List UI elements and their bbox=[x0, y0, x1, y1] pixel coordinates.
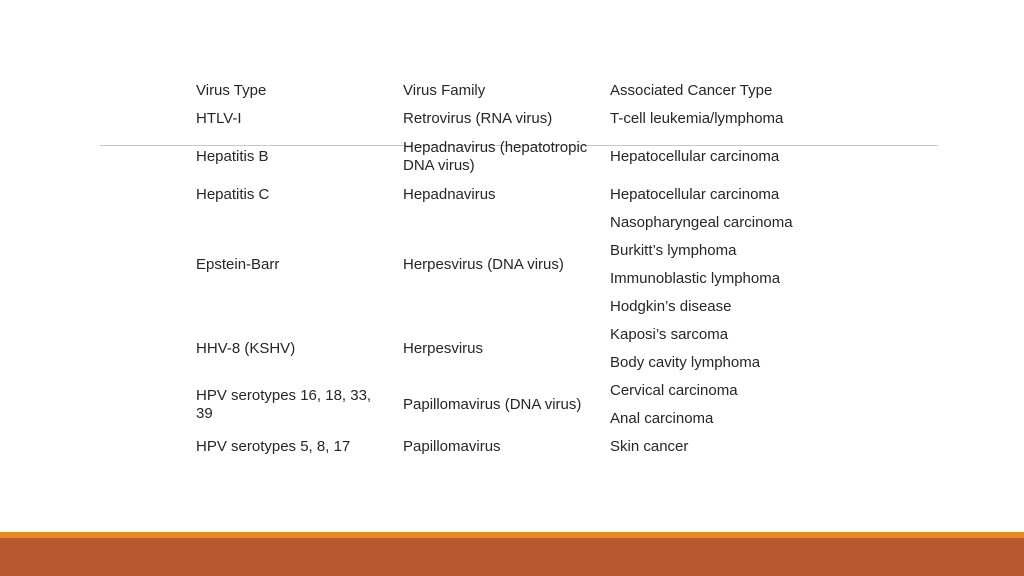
cancer-type-item: Immunoblastic lymphoma bbox=[610, 270, 781, 287]
cancer-type-item: Anal carcinoma bbox=[610, 410, 714, 427]
cancer-type-cell: T-cell leukemia/lymphoma bbox=[610, 110, 784, 127]
virus-family-cell: Herpesvirus (DNA virus) bbox=[403, 256, 564, 273]
virus-type-cell: HTLV-I bbox=[196, 110, 242, 127]
table-row bbox=[190, 105, 810, 133]
footer-bar bbox=[0, 538, 1024, 576]
virus-cancer-table bbox=[190, 77, 810, 461]
cancer-type-cell: Hepatocellular carcinoma bbox=[610, 148, 780, 165]
table-row bbox=[190, 377, 810, 433]
cancer-type-item: Cervical carcinoma bbox=[610, 382, 738, 399]
cancer-type-cell: Hepatocellular carcinoma bbox=[610, 186, 780, 203]
cancer-type-item: Burkitt’s lymphoma bbox=[610, 242, 737, 259]
header-virus-type: Virus Type bbox=[196, 82, 267, 99]
virus-family-cell: Herpesvirus bbox=[403, 340, 484, 357]
virus-family-cell: Retrovirus (RNA virus) bbox=[403, 110, 553, 127]
table-row bbox=[190, 433, 810, 461]
cancer-type-item: Body cavity lymphoma bbox=[610, 354, 761, 371]
cancer-type-cell: Skin cancer bbox=[610, 438, 689, 455]
cancer-type-item: Nasopharyngeal carcinoma bbox=[610, 214, 793, 231]
cancer-type-cell bbox=[604, 377, 810, 433]
header-associated-cancer-type: Associated Cancer Type bbox=[610, 82, 773, 99]
virus-type-cell: Epstein-Barr bbox=[196, 256, 280, 273]
virus-type-cell: HHV-8 (KSHV) bbox=[196, 340, 296, 357]
table-row bbox=[190, 181, 810, 209]
cancer-type-item: Kaposi’s sarcoma bbox=[610, 326, 729, 343]
virus-family-cell: Papillomavirus (DNA virus) bbox=[403, 396, 582, 413]
virus-family-cell: Papillomavirus bbox=[403, 438, 501, 455]
table-row bbox=[190, 321, 810, 377]
cancer-type-item: Hodgkin’s disease bbox=[610, 298, 732, 315]
header-virus-family: Virus Family bbox=[403, 82, 486, 99]
virus-type-cell: Hepatitis B bbox=[196, 148, 269, 165]
virus-type-cell: Hepatitis C bbox=[196, 186, 270, 203]
table-row bbox=[190, 209, 810, 321]
cancer-type-cell bbox=[604, 321, 810, 377]
virus-type-cell: HPV serotypes 16, 18, 33, 39 bbox=[196, 387, 372, 422]
table-header-row bbox=[190, 77, 810, 105]
virus-family-cell: Hepadnavirus (hepatotropic DNA virus) bbox=[403, 139, 588, 174]
table-row bbox=[190, 133, 810, 181]
cancer-type-cell bbox=[604, 209, 810, 321]
virus-type-cell: HPV serotypes 5, 8, 17 bbox=[196, 438, 351, 455]
virus-family-cell: Hepadnavirus bbox=[403, 186, 496, 203]
